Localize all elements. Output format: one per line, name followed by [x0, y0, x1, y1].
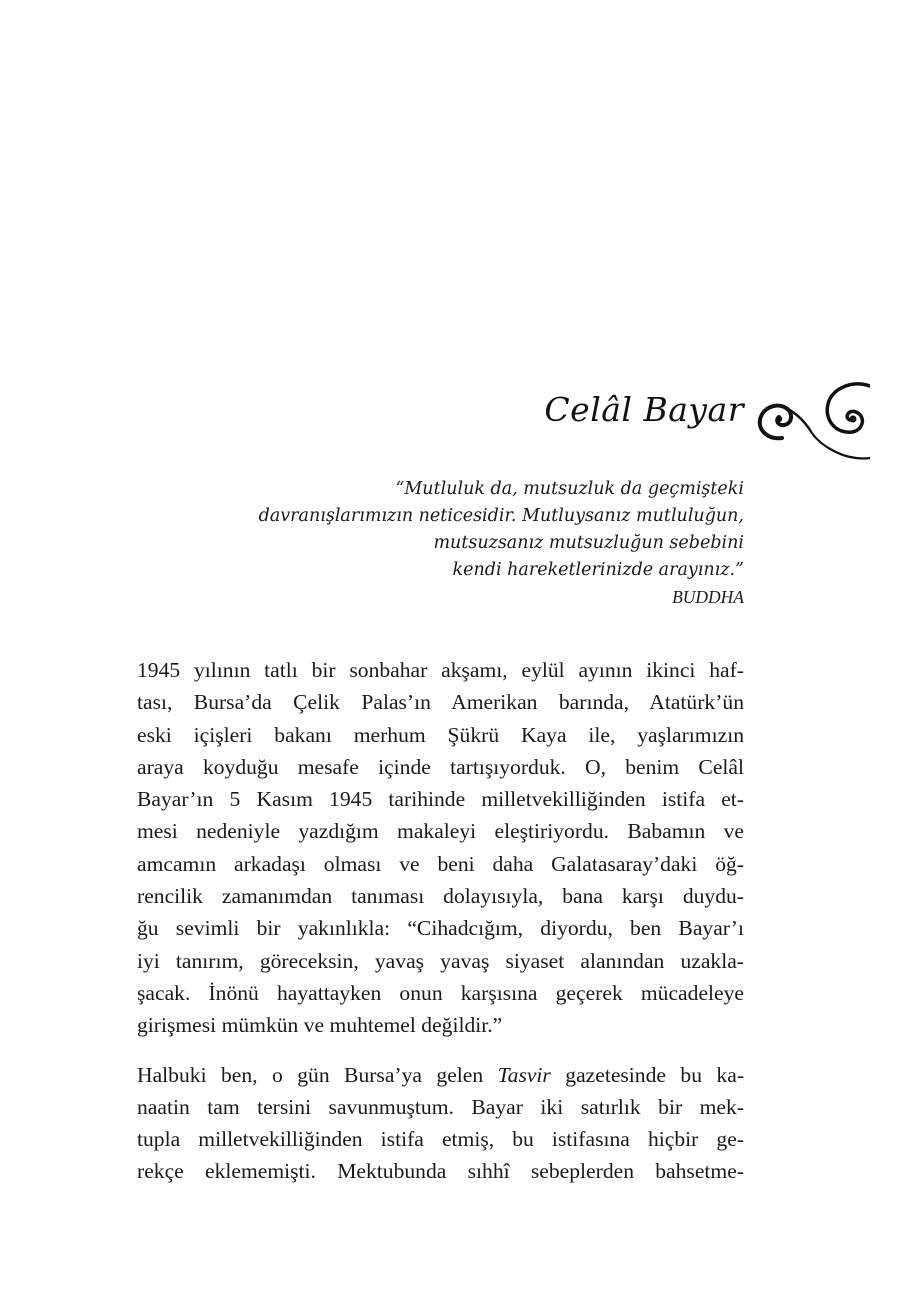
text-line: mesi nedeniyle yazdığım makaleyi eleştiriyordu. Babamın ve — [137, 819, 744, 844]
paragraph-2 — [137, 1059, 744, 1188]
text-line: girişmesi mümkün ve muhtemel değildir.” — [137, 1013, 503, 1038]
epigraph-line: “Mutluluk da, mutsuzluk da geçmişteki — [395, 479, 744, 499]
epigraph-line: kendi hareketlerinizde arayınız.” — [452, 560, 744, 580]
text-line: amcamın arkadaşı olması ve beni daha Galatasaray’daki öğ- — [137, 851, 744, 876]
chapter-heading — [0, 378, 900, 468]
text-line: iyi tanırım, göreceksin, yavaş yavaş siyaset alanından uzakla- — [137, 948, 744, 973]
newspaper-name: Tasvir — [497, 1062, 551, 1087]
epigraph-author: BUDDHA — [672, 587, 744, 607]
text-line: eski içişleri bakanı merhum Şükrü Kaya ile, yaşlarımızın — [137, 722, 744, 747]
text-line: 1945 yılının tatlı bir sonbahar akşamı, eylül ayının ikinci haf- — [137, 658, 744, 682]
text-line: tası, Bursa’da Çelik Palas’ın Amerikan barında, Atatürk’ün — [137, 690, 744, 715]
body-text — [137, 654, 744, 1188]
text-line — [137, 1059, 744, 1091]
epigraph-line: davranışlarımızın neticesidir. Mutluysanız mutluluğun, — [258, 506, 744, 526]
chapter-title: Celâl Bayar — [544, 390, 744, 429]
text-line: Bayar’ın 5 Kasım 1945 tarihinde milletvekilliğinden istifa et- — [137, 787, 744, 812]
text-line: ğu sevimli bir yakınlıkla: “Cihadcığım, diyordu, ben Bayar’ı — [137, 916, 744, 941]
text-line: rencilik zamanımdan tanıması dolayısıyla, bana karşı duydu- — [137, 884, 744, 909]
text-run: Halbuki ben, o gün Bursa’ya gelen — [137, 1062, 498, 1087]
text-run: gazetesinde bu ka- — [550, 1062, 745, 1087]
text-line: rekçe eklememişti. Mektubunda sıhhî sebeplerden bahsetme- — [137, 1159, 744, 1184]
scroll-ornament-icon — [752, 378, 870, 464]
epigraph-quote — [224, 476, 744, 611]
text-line: araya koyduğu mesafe içinde tartışıyorduk. O, benim Celâl — [137, 754, 744, 779]
paragraph-1 — [137, 654, 744, 1042]
epigraph-line: mutsuzsanız mutsuzluğun sebebini — [433, 533, 744, 553]
text-line: tupla milletvekilliğinden istifa etmiş, bu istifasına hiçbir ge- — [137, 1127, 744, 1152]
text-line: naatin tam tersini savunmuştum. Bayar iki satırlık bir mek- — [137, 1094, 744, 1119]
text-line: şacak. İnönü hayattayken onun karşısına geçerek mücadeleye — [137, 980, 744, 1005]
